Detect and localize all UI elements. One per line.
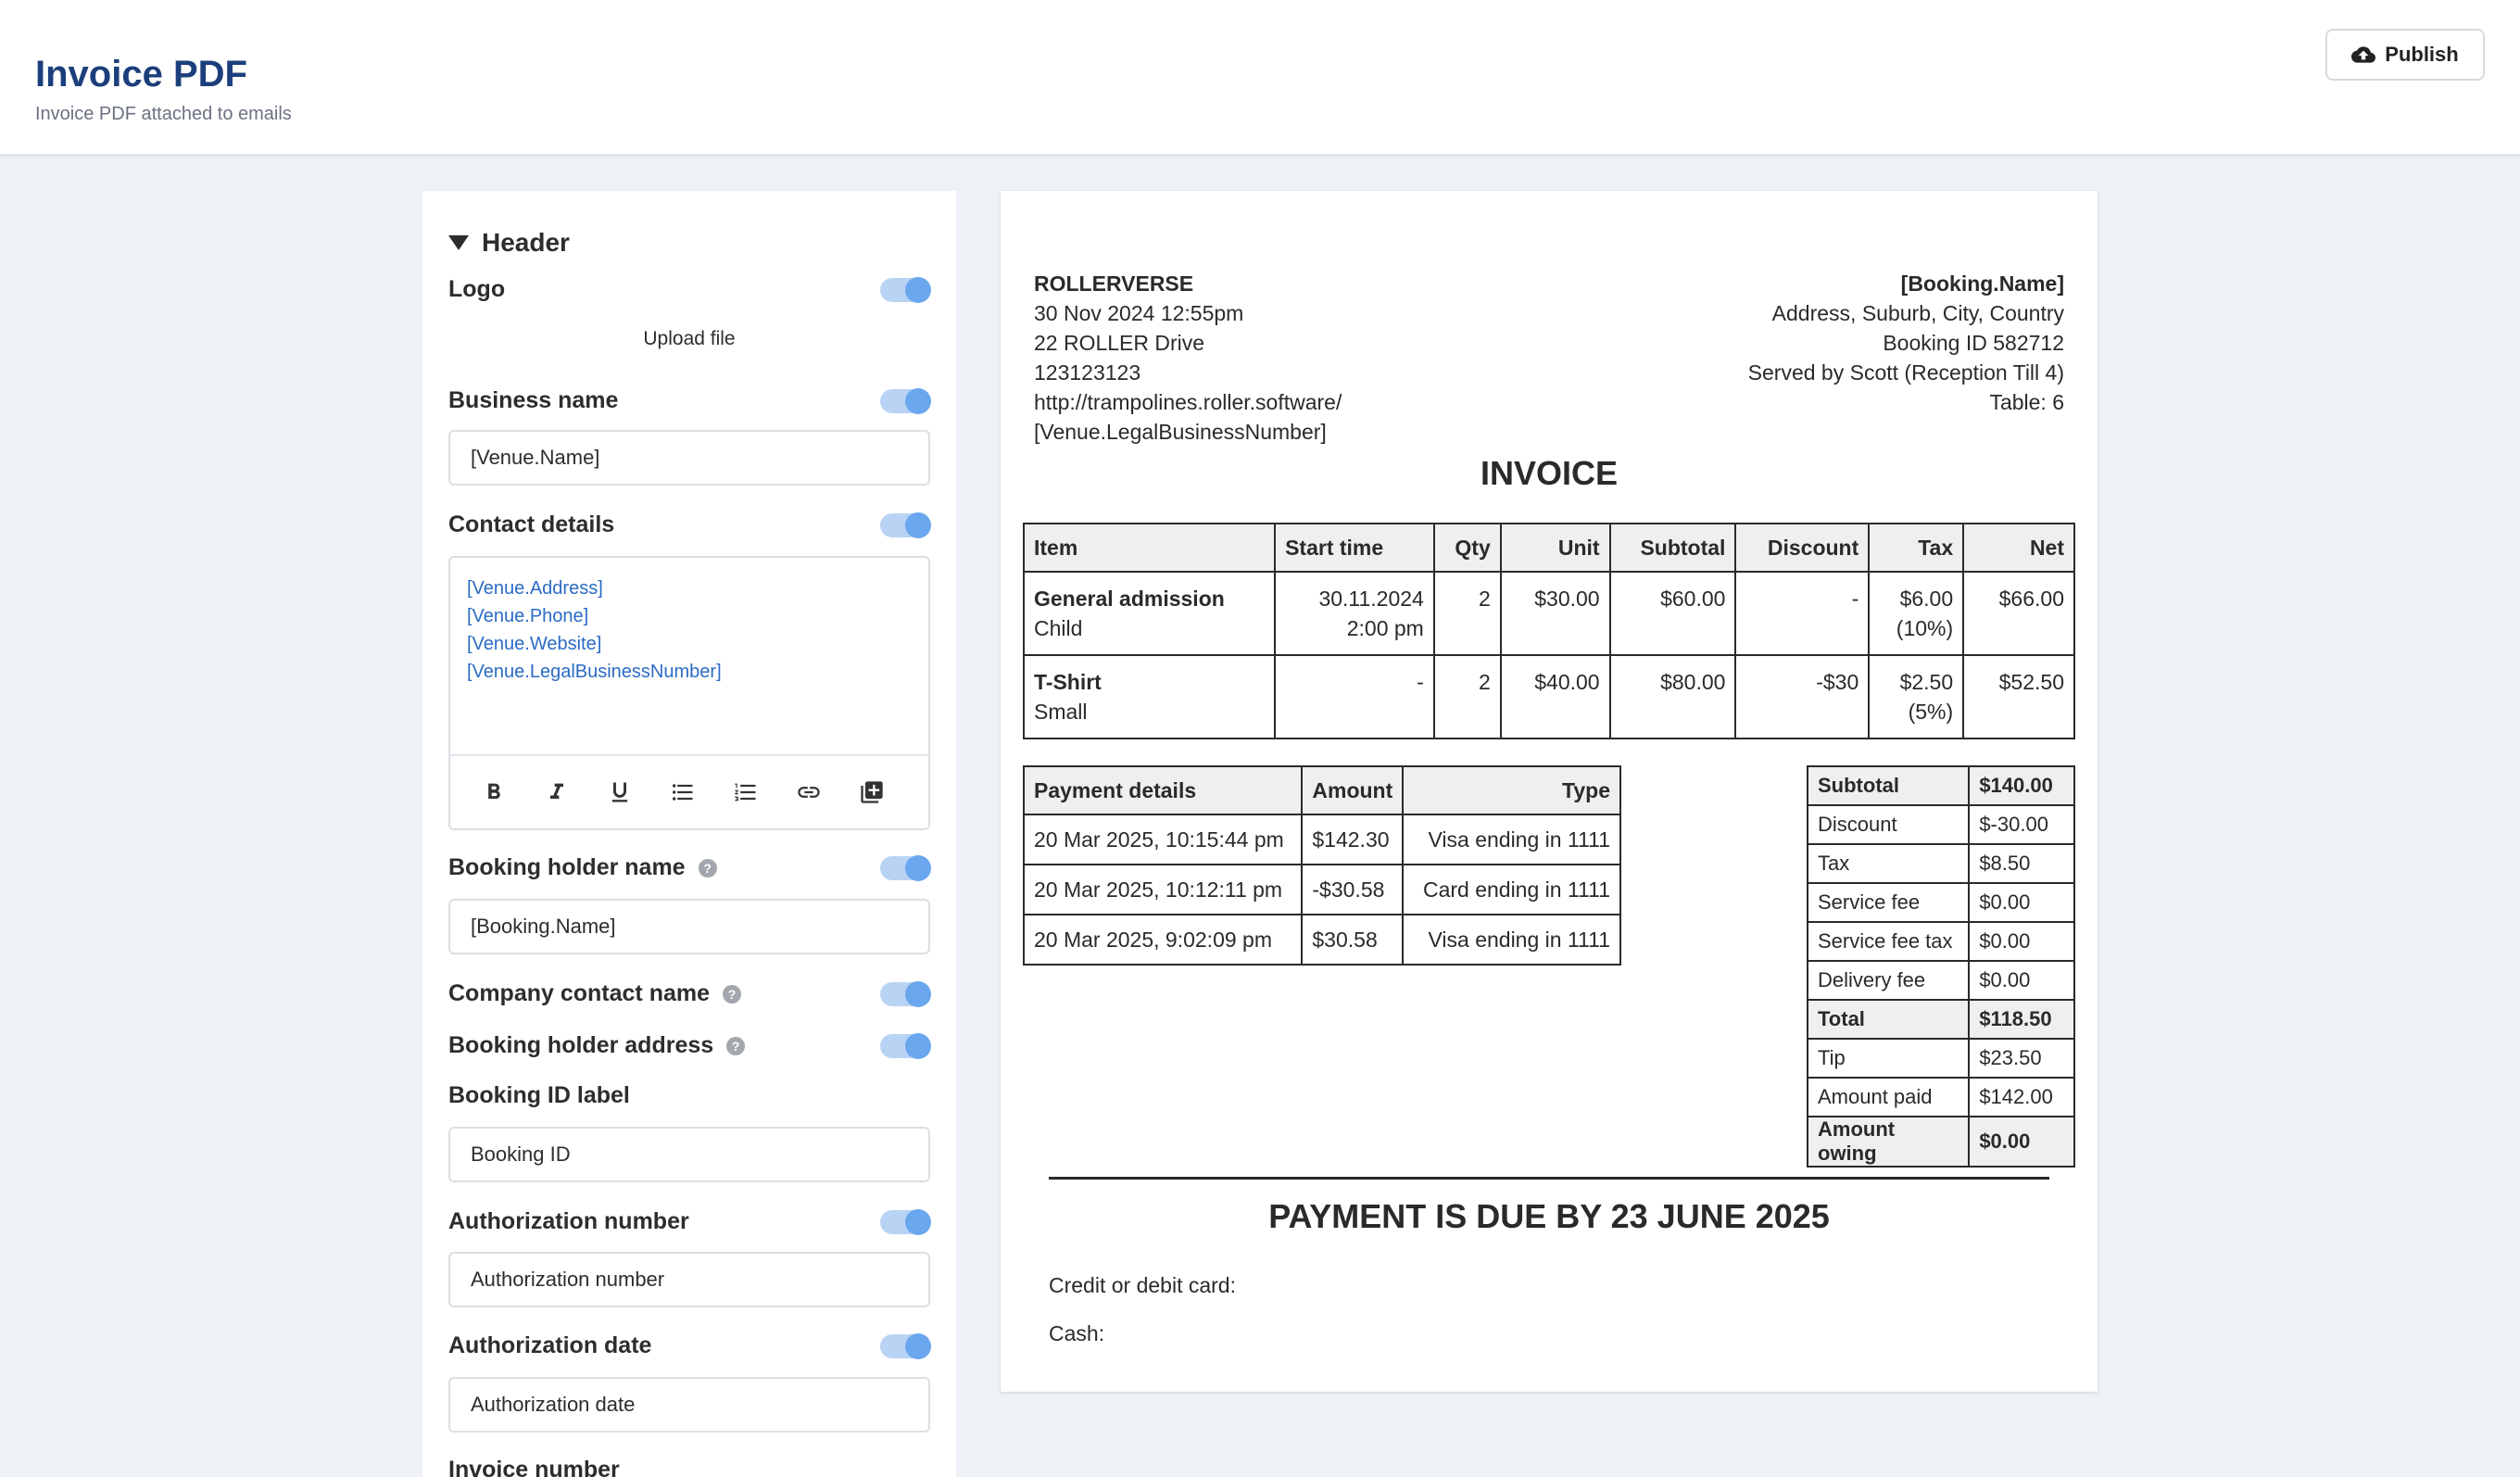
settings-panel [422, 191, 956, 1477]
item-tax-rate: (5%) [1908, 700, 1954, 724]
page-title: Invoice PDF [35, 54, 247, 95]
business-name-label: Business name [448, 387, 619, 413]
booking-holder-name-label: Booking holder name [448, 854, 686, 880]
contact-details-row [448, 511, 930, 538]
totals-value: $0.00 [1969, 961, 2074, 1000]
totals-value: $142.00 [1969, 1078, 2074, 1117]
bullet-list-icon[interactable] [669, 778, 697, 806]
item-variant: Child [1034, 616, 1083, 640]
publish-label: Publish [2385, 43, 2459, 66]
booking-id-label-input[interactable]: Booking ID [448, 1127, 930, 1182]
payments-table [1023, 765, 1621, 966]
contact-details-toggle[interactable] [880, 513, 930, 537]
section-title: Header [482, 228, 570, 257]
payment-method-cash: Cash: [1049, 1321, 1105, 1345]
insert-field-icon[interactable] [858, 778, 886, 806]
payment-date: 20 Mar 2025, 10:15:44 pm [1024, 814, 1302, 865]
totals-value: $-30.00 [1969, 805, 2074, 844]
booking-holder-name-row [448, 854, 930, 881]
totals-label: Subtotal [1808, 766, 1969, 805]
totals-label: Total [1808, 1000, 1969, 1039]
item-subtotal: $80.00 [1610, 655, 1736, 738]
help-icon[interactable]: ? [699, 859, 717, 877]
authorization-number-row [448, 1208, 930, 1235]
help-icon[interactable]: ? [723, 985, 741, 1004]
item-tax: $2.50 [1899, 670, 1954, 694]
section-header-toggle[interactable] [448, 228, 570, 258]
booking-holder-address-row [448, 1032, 930, 1059]
payment-date: 20 Mar 2025, 10:12:11 pm [1024, 865, 1302, 915]
totals-label: Amount paid [1808, 1078, 1969, 1117]
column-header: Amount [1302, 766, 1403, 814]
item-discount: - [1735, 572, 1869, 655]
table-row [1024, 655, 2074, 738]
column-header: Start time [1275, 524, 1434, 572]
venue-line: http://trampolines.roller.software/ [1034, 390, 1342, 414]
totals-row [1808, 961, 2074, 1000]
invoice-number-label: Invoice number [448, 1457, 620, 1477]
totals-row [1808, 883, 2074, 922]
totals-row [1808, 1078, 2074, 1117]
item-start-time: 2:00 pm [1346, 616, 1424, 640]
item-tax-rate: (10%) [1896, 616, 1954, 640]
item-start-date: - [1417, 670, 1424, 694]
column-header: Tax [1869, 524, 1963, 572]
table-row [1024, 814, 1620, 865]
venue-line: [Venue.LegalBusinessNumber] [1034, 420, 1327, 444]
booking-line: Booking ID 582712 [1883, 331, 2064, 355]
totals-table [1807, 765, 2075, 1168]
item-qty: 2 [1434, 572, 1501, 655]
underline-icon[interactable] [606, 778, 634, 806]
totals-label: Tax [1808, 844, 1969, 883]
company-contact-name-toggle[interactable] [880, 982, 930, 1006]
invoice-preview [1001, 191, 2098, 1392]
editor-toolbar [450, 754, 928, 828]
table-header-row [1024, 766, 1620, 814]
payment-amount: $30.58 [1302, 915, 1403, 965]
totals-value: $0.00 [1969, 1117, 2074, 1167]
booking-holder-name-input[interactable]: [Booking.Name] [448, 899, 930, 954]
booking-details [1748, 269, 2064, 417]
logo-row [448, 276, 930, 303]
booking-line: Served by Scott (Reception Till 4) [1747, 360, 2064, 385]
publish-button[interactable] [2325, 29, 2485, 81]
payment-date: 20 Mar 2025, 9:02:09 pm [1024, 915, 1302, 965]
booking-line: Table: 6 [1989, 390, 2064, 414]
venue-line: 30 Nov 2024 12:55pm [1034, 301, 1244, 325]
column-header: Qty [1434, 524, 1501, 572]
totals-label: Service fee tax [1808, 922, 1969, 961]
booking-id-label-row [448, 1082, 930, 1109]
table-row [1024, 865, 1620, 915]
item-name: General admission [1034, 587, 1225, 611]
venue-line: 123123123 [1034, 360, 1141, 385]
authorization-date-input[interactable]: Authorization date [448, 1377, 930, 1433]
column-header: Net [1963, 524, 2074, 572]
link-icon[interactable] [795, 778, 823, 806]
invoice-number-row [448, 1457, 930, 1477]
contact-details-text[interactable] [467, 574, 722, 686]
authorization-date-row [448, 1332, 930, 1359]
totals-value: $118.50 [1969, 1000, 2074, 1039]
business-name-row [448, 387, 930, 414]
payment-type: Visa ending in 1111 [1403, 814, 1620, 865]
company-contact-name-label: Company contact name [448, 980, 711, 1006]
cloud-upload-icon [2351, 43, 2375, 67]
totals-row [1808, 1000, 2074, 1039]
totals-label: Discount [1808, 805, 1969, 844]
italic-icon[interactable] [543, 778, 571, 806]
column-header: Unit [1501, 524, 1610, 572]
item-name: T-Shirt [1034, 670, 1102, 694]
logo-toggle[interactable] [880, 278, 930, 302]
item-net: $52.50 [1963, 655, 2074, 738]
item-qty: 2 [1434, 655, 1501, 738]
totals-label: Delivery fee [1808, 961, 1969, 1000]
divider [1049, 1177, 2049, 1180]
company-contact-name-row [448, 980, 930, 1007]
totals-value: $23.50 [1969, 1039, 2074, 1078]
totals-row [1808, 766, 2074, 805]
column-header: Item [1024, 524, 1275, 572]
authorization-number-toggle[interactable] [880, 1210, 930, 1234]
contact-line: [Venue.Phone] [467, 606, 589, 626]
item-unit: $30.00 [1501, 572, 1610, 655]
business-name-input[interactable]: [Venue.Name] [448, 430, 930, 486]
item-net: $66.00 [1963, 572, 2074, 655]
totals-label: Amount owing [1808, 1117, 1969, 1167]
bold-icon[interactable] [480, 778, 508, 806]
payment-type: Visa ending in 1111 [1403, 915, 1620, 965]
venue-name: ROLLERVERSE [1034, 271, 1194, 296]
venue-line: 22 ROLLER Drive [1034, 331, 1205, 355]
item-subtotal: $60.00 [1610, 572, 1736, 655]
items-table [1023, 523, 2075, 739]
column-header: Payment details [1024, 766, 1302, 814]
payment-due-text: PAYMENT IS DUE BY 23 JUNE 2025 [1268, 1197, 1830, 1235]
totals-value: $140.00 [1969, 766, 2074, 805]
item-start-date: 30.11.2024 [1318, 587, 1424, 611]
logo-label: Logo [448, 276, 506, 302]
business-name-toggle[interactable] [880, 389, 930, 413]
authorization-number-label: Authorization number [448, 1208, 689, 1234]
column-header: Subtotal [1610, 524, 1736, 572]
contact-details-editor[interactable] [448, 556, 930, 830]
caret-down-icon [448, 235, 469, 250]
contact-line: [Venue.Website] [467, 634, 602, 654]
item-unit: $40.00 [1501, 655, 1610, 738]
invoice-title: INVOICE [1480, 454, 1619, 492]
authorization-date-toggle[interactable] [880, 1334, 930, 1358]
payment-type: Card ending in 1111 [1403, 865, 1620, 915]
page-subtitle: Invoice PDF attached to emails [35, 104, 292, 124]
authorization-number-input[interactable]: Authorization number [448, 1252, 930, 1307]
totals-row [1808, 1117, 2074, 1167]
item-discount: -$30 [1735, 655, 1869, 738]
booking-holder-address-label: Booking holder address [448, 1032, 714, 1058]
totals-label: Service fee [1808, 883, 1969, 922]
payment-method-card: Credit or debit card: [1049, 1273, 1236, 1297]
table-row [1024, 572, 2074, 655]
authorization-date-label: Authorization date [448, 1332, 652, 1358]
table-row [1024, 915, 1620, 965]
item-variant: Small [1034, 700, 1088, 724]
booking-name: [Booking.Name] [1900, 271, 2064, 296]
totals-value: $8.50 [1969, 844, 2074, 883]
top-bar [0, 0, 2520, 156]
venue-details [1034, 269, 1342, 447]
booking-line: Address, Suburb, City, Country [1771, 301, 2064, 325]
booking-holder-address-toggle[interactable] [880, 1034, 930, 1058]
booking-holder-name-toggle[interactable] [880, 856, 930, 880]
numbered-list-icon[interactable] [732, 778, 760, 806]
table-header-row [1024, 524, 2074, 572]
totals-label: Tip [1808, 1039, 1969, 1078]
totals-row [1808, 922, 2074, 961]
contact-line: [Venue.LegalBusinessNumber] [467, 662, 722, 682]
contact-details-label: Contact details [448, 511, 615, 537]
column-header: Discount [1735, 524, 1869, 572]
totals-value: $0.00 [1969, 883, 2074, 922]
totals-value: $0.00 [1969, 922, 2074, 961]
contact-line: [Venue.Address] [467, 578, 603, 599]
column-header: Type [1403, 766, 1620, 814]
totals-row [1808, 1039, 2074, 1078]
totals-row [1808, 805, 2074, 844]
totals-row [1808, 844, 2074, 883]
payment-amount: $142.30 [1302, 814, 1403, 865]
help-icon[interactable]: ? [726, 1037, 745, 1055]
payment-amount: -$30.58 [1302, 865, 1403, 915]
item-tax: $6.00 [1899, 587, 1954, 611]
upload-file-link[interactable]: Upload file [643, 328, 736, 349]
booking-id-label-label: Booking ID label [448, 1082, 630, 1108]
